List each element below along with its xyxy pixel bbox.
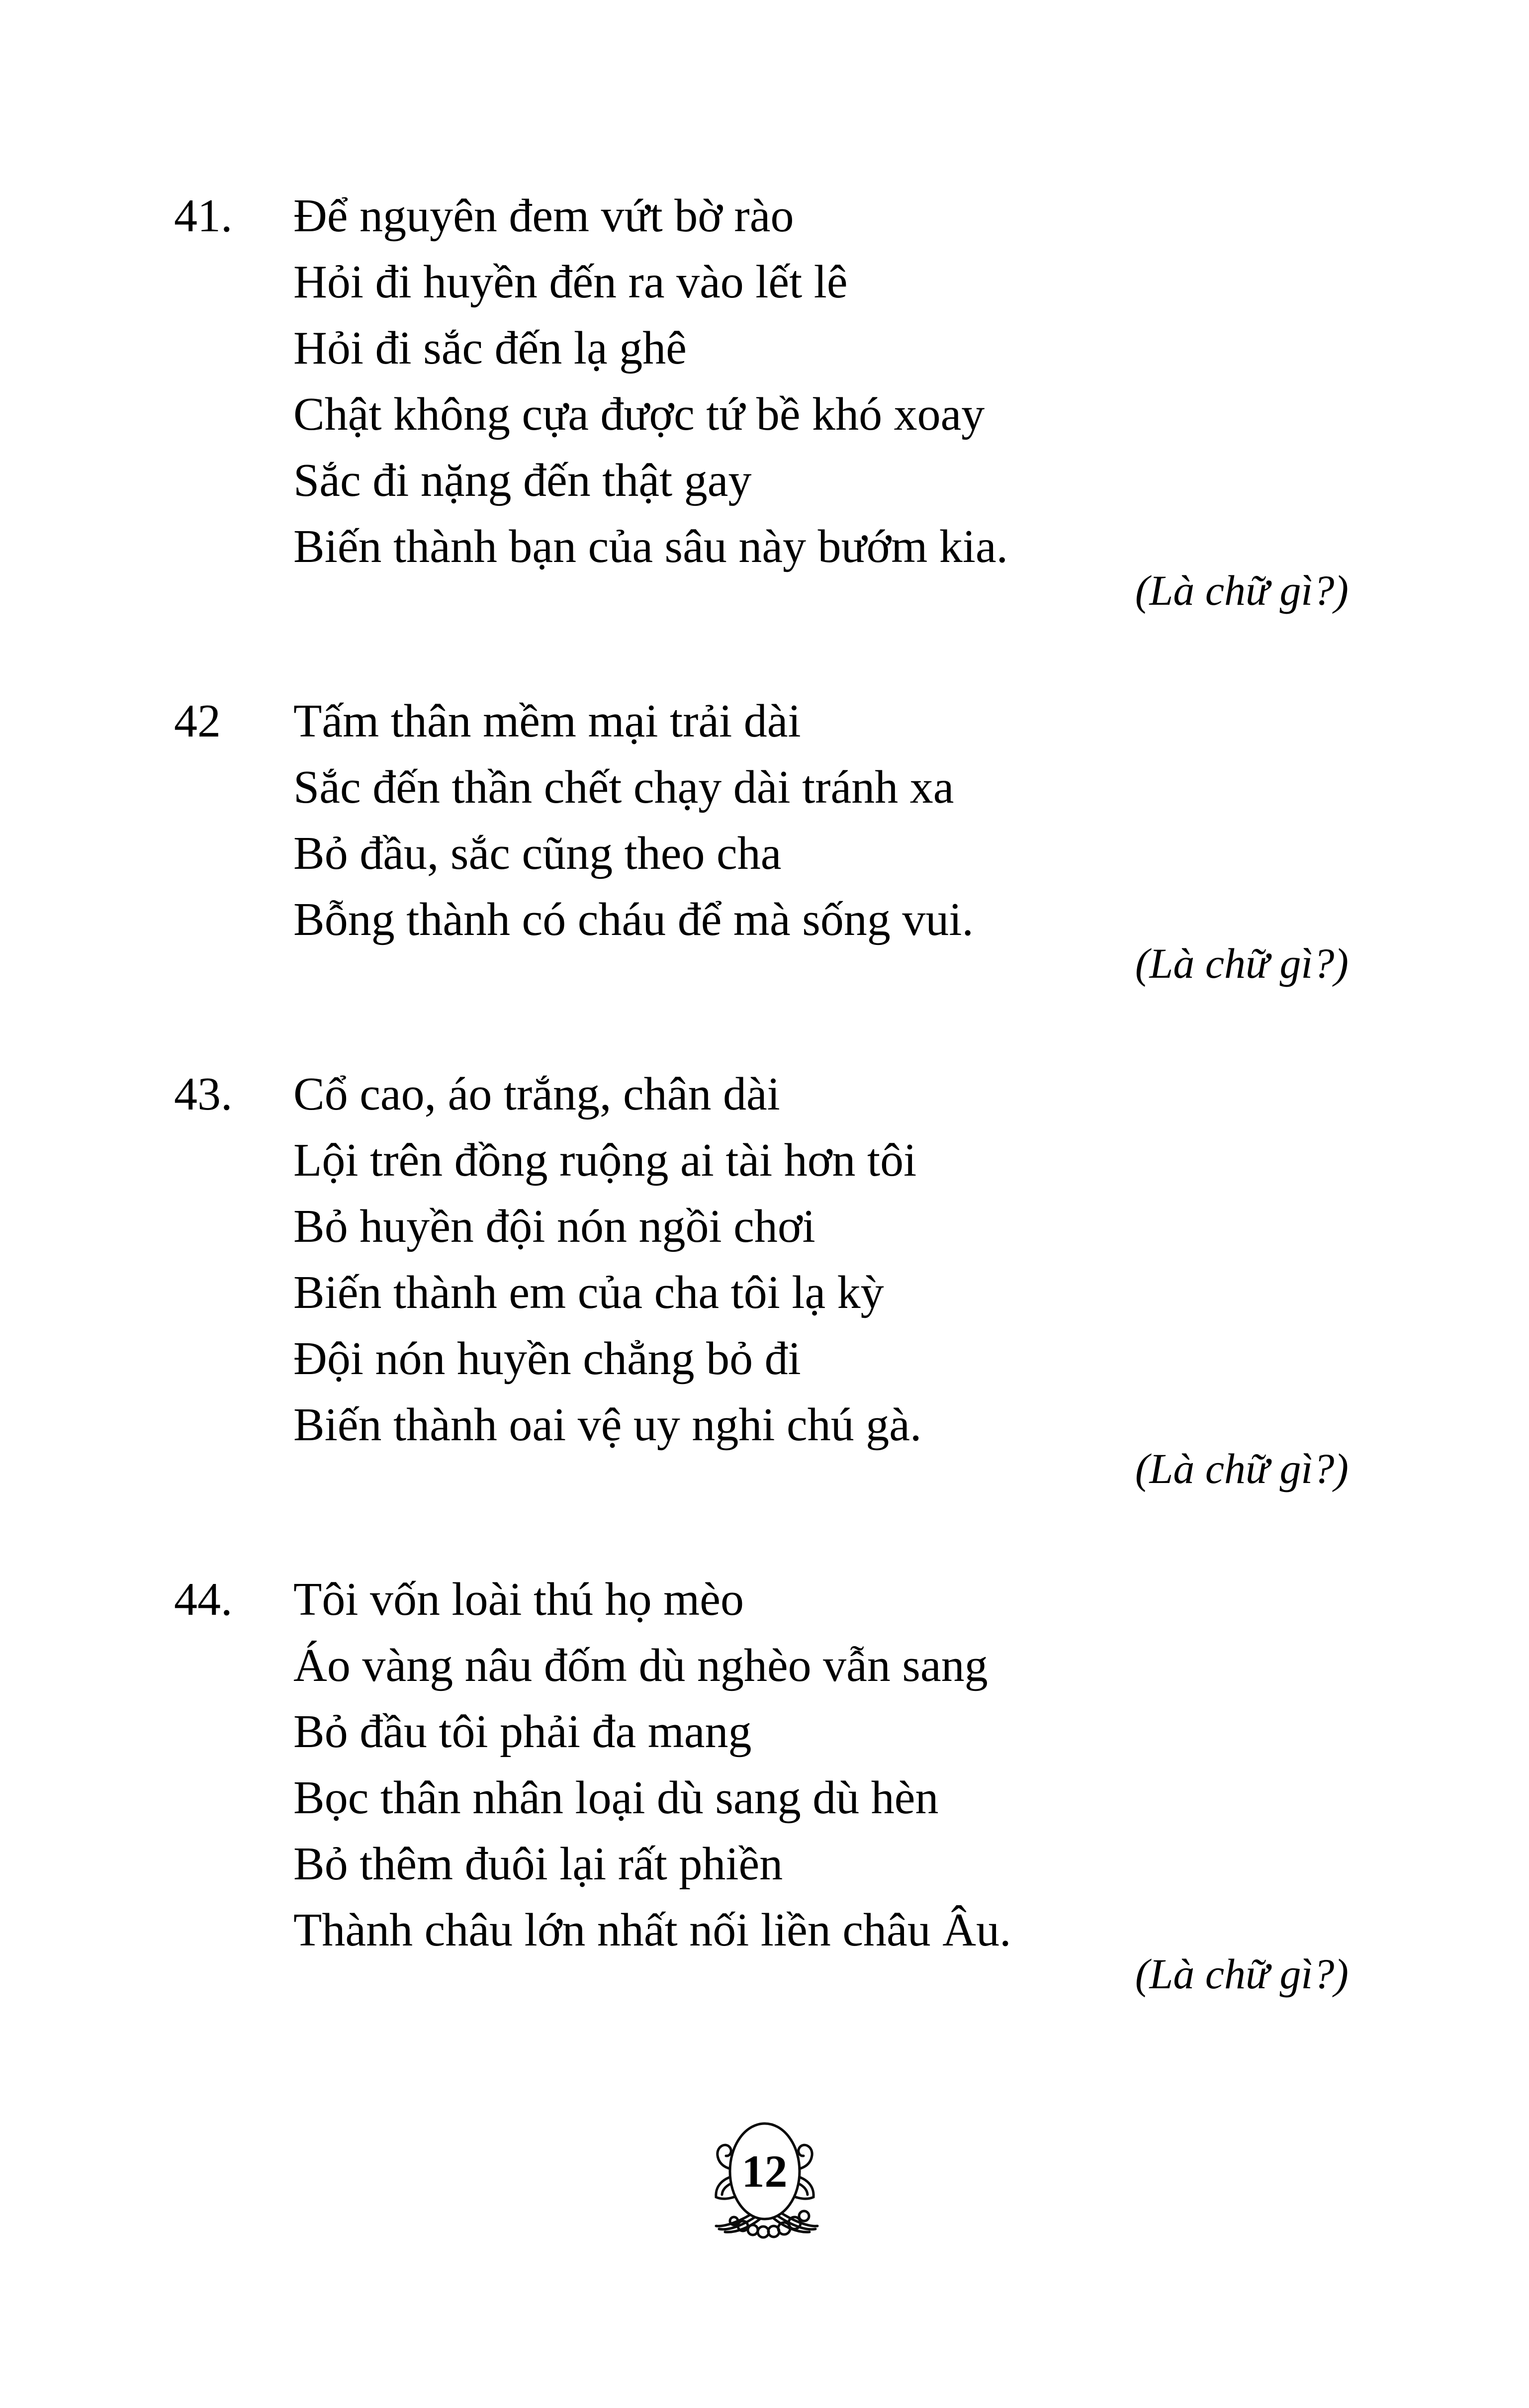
riddle-question: (Là chữ gì?) [1135, 566, 1349, 614]
riddle-43 [174, 1061, 1529, 1502]
riddle-line: Hỏi đi huyền đến ra vào lết lê [293, 256, 848, 308]
page-number-ornament [695, 2122, 834, 2246]
riddle-question: (Là chữ gì?) [1135, 939, 1349, 987]
riddle-line: Cổ cao, áo trắng, chân dài [293, 1068, 780, 1120]
riddle-line: Để nguyên đem vứt bờ rào [293, 190, 794, 242]
riddle-line: Bỗng thành có cháu để mà sống vui. [293, 894, 974, 945]
riddle-lines [293, 1061, 1529, 1502]
riddle-line: Lội trên đồng ruộng ai tài hơn tôi [293, 1134, 917, 1186]
riddle-question: (Là chữ gì?) [1135, 1950, 1349, 1998]
riddle-line: Thành châu lớn nhất nối liền châu Âu. [293, 1904, 1011, 1956]
riddle-number: 43. [174, 1068, 233, 1120]
riddle-lines [293, 183, 1529, 624]
riddle-line: Đội nón huyền chẳng bỏ đi [293, 1333, 801, 1385]
riddle-lines [293, 688, 1529, 997]
riddle-number: 41. [174, 190, 233, 242]
riddle-line: Sắc đi nặng đến thật gay [293, 455, 752, 506]
riddle-number: 44. [174, 1574, 233, 1625]
riddle-line: Chật không cựa được tứ bề khó xoay [293, 388, 985, 440]
riddle-44 [174, 1567, 1529, 2007]
riddle-line: Bỏ đầu tôi phải đa mang [293, 1706, 752, 1758]
riddle-lines [293, 1567, 1529, 2007]
riddle-line: Tấm thân mềm mại trải dài [293, 695, 801, 747]
riddle-line: Hỏi đi sắc đến lạ ghê [293, 322, 687, 374]
riddle-42 [174, 688, 1529, 997]
riddle-line: Biến thành em của cha tôi lạ kỳ [293, 1267, 884, 1318]
riddle-number: 42 [174, 695, 221, 747]
riddle-line: Áo vàng nâu đốm dù nghèo vẫn sang [293, 1640, 988, 1691]
page-number: 12 [741, 2146, 788, 2197]
riddle-line: Bỏ đầu, sắc cũng theo cha [293, 828, 782, 879]
riddle-line: Biến thành oai vệ uy nghi chú gà. [293, 1399, 922, 1451]
riddle-line: Sắc đến thần chết chạy dài tránh xa [293, 761, 954, 813]
riddle-line: Bỏ huyền đội nón ngồi chơi [293, 1201, 815, 1252]
riddle-line: Tôi vốn loài thú họ mèo [293, 1574, 744, 1625]
riddle-41 [174, 183, 1529, 624]
page-footer [0, 2122, 1529, 2246]
riddle-line: Bỏ thêm đuôi lại rất phiền [293, 1838, 783, 1890]
riddle-line: Biến thành bạn của sâu này bướm kia. [293, 521, 1008, 572]
riddle-question: (Là chữ gì?) [1135, 1445, 1349, 1492]
riddle-line: Bọc thân nhân loại dù sang dù hèn [293, 1772, 939, 1824]
